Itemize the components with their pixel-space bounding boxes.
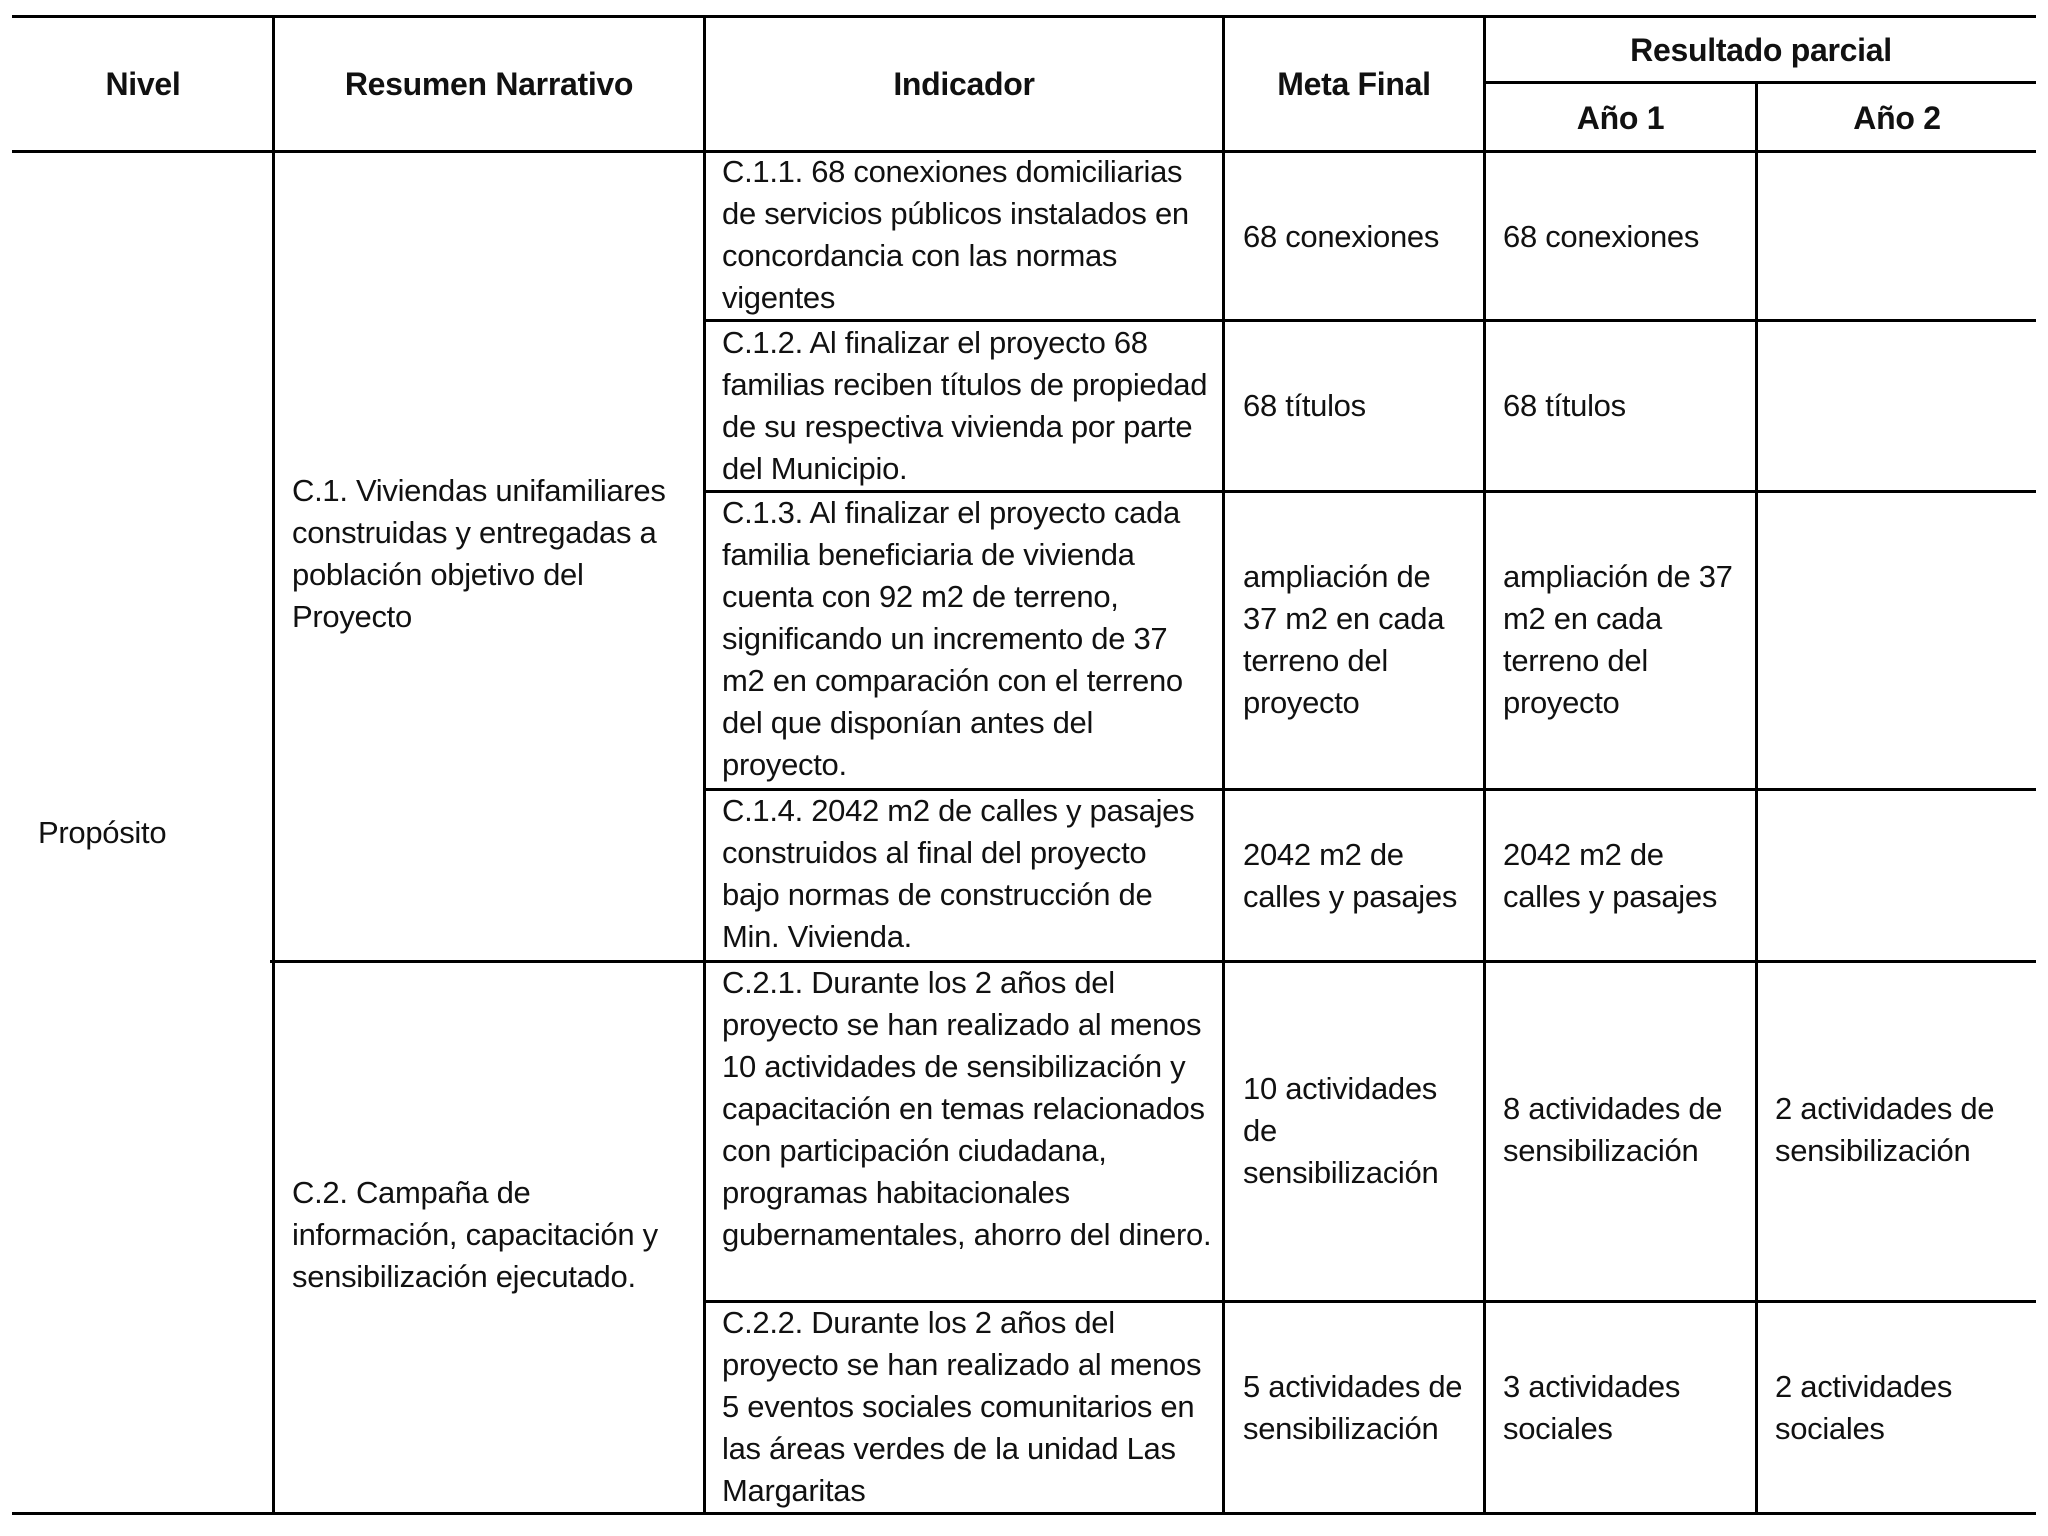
indicador-c13: C.1.3. Al finalizar el proyecto cada familia beneficiaria de vivienda cuenta con 92 m2 de terreno, significando un incremento de 37 m2 en comparación con el terreno del que disponían antes del proyecto. bbox=[722, 495, 1183, 782]
meta-c21: 10 actividades de sensibilización bbox=[1243, 1071, 1439, 1190]
indicador-c22: C.2.2. Durante los 2 años del proyecto se han realizado al menos 5 eventos sociales comunitarios en las áreas verdes de la unidad Las Margaritas bbox=[722, 1305, 1202, 1508]
header-resultado-parcial: Resultado parcial bbox=[1630, 32, 1892, 68]
meta-c22: 5 actividades de sensibilización bbox=[1243, 1369, 1463, 1446]
indicador-c11: C.1.1. 68 conexiones domiciliarias de servicios públicos instalados en concordancia con las normas vigentes bbox=[722, 154, 1189, 315]
subheader-divider bbox=[1483, 81, 2036, 84]
indicador-c14: C.1.4. 2042 m2 de calles y pasajes construidos al final del proyecto bajo normas de construcción de Min. Vivienda. bbox=[722, 793, 1195, 954]
nivel-cell: Propósito bbox=[38, 815, 167, 850]
anio1-c21: 8 actividades de sensibilización bbox=[1503, 1091, 1723, 1168]
column-divider-3 bbox=[1222, 15, 1225, 1515]
meta-c14: 2042 m2 de calles y pasajes bbox=[1243, 837, 1458, 914]
indicador-c21: C.2.1. Durante los 2 años del proyecto se han realizado al menos 10 actividades de sensibilización y capacitación en temas relacionados con participación ciudadana, programas habitacionales gubernamentales, ahorro del dinero. bbox=[722, 965, 1212, 1252]
resumen-c1: C.1. Viviendas unifamiliares construidas y entregadas a población objetivo del Proyecto bbox=[292, 473, 666, 634]
table-top-border bbox=[12, 15, 2036, 18]
header-indicador: Indicador bbox=[893, 66, 1035, 102]
anio1-c12: 68 títulos bbox=[1503, 388, 1626, 423]
column-divider-1 bbox=[272, 15, 275, 1515]
indicador-c12: C.1.2. Al finalizar el proyecto 68 familias reciben títulos de propiedad de su respectiva vivienda por parte del Municipio. bbox=[722, 325, 1208, 486]
header-nivel: Nivel bbox=[105, 66, 181, 102]
header-anio-1: Año 1 bbox=[1576, 100, 1665, 136]
anio1-c22: 3 actividades sociales bbox=[1503, 1369, 1681, 1446]
anio1-c14: 2042 m2 de calles y pasajes bbox=[1503, 837, 1718, 914]
anio2-c22: 2 actividades sociales bbox=[1775, 1369, 1953, 1446]
resumen-c2: C.2. Campaña de información, capacitación y sensibilización ejecutado. bbox=[292, 1175, 658, 1294]
meta-c13: ampliación de 37 m2 en cada terreno del proyecto bbox=[1243, 559, 1445, 720]
anio2-c21: 2 actividades de sensibilización bbox=[1775, 1091, 1995, 1168]
column-divider-2 bbox=[703, 15, 706, 1515]
header-meta-final: Meta Final bbox=[1277, 66, 1431, 102]
anio1-c11: 68 conexiones bbox=[1503, 219, 1700, 254]
column-divider-5 bbox=[1755, 81, 1758, 1515]
meta-c11: 68 conexiones bbox=[1243, 219, 1440, 254]
header-resumen-narrativo: Resumen Narrativo bbox=[344, 66, 634, 102]
header-anio-2: Año 2 bbox=[1853, 100, 1941, 136]
meta-c12: 68 títulos bbox=[1243, 388, 1366, 423]
table-bottom-border bbox=[12, 1512, 2036, 1515]
column-divider-4 bbox=[1483, 15, 1486, 1515]
anio1-c13: ampliación de 37 m2 en cada terreno del proyecto bbox=[1503, 559, 1733, 720]
